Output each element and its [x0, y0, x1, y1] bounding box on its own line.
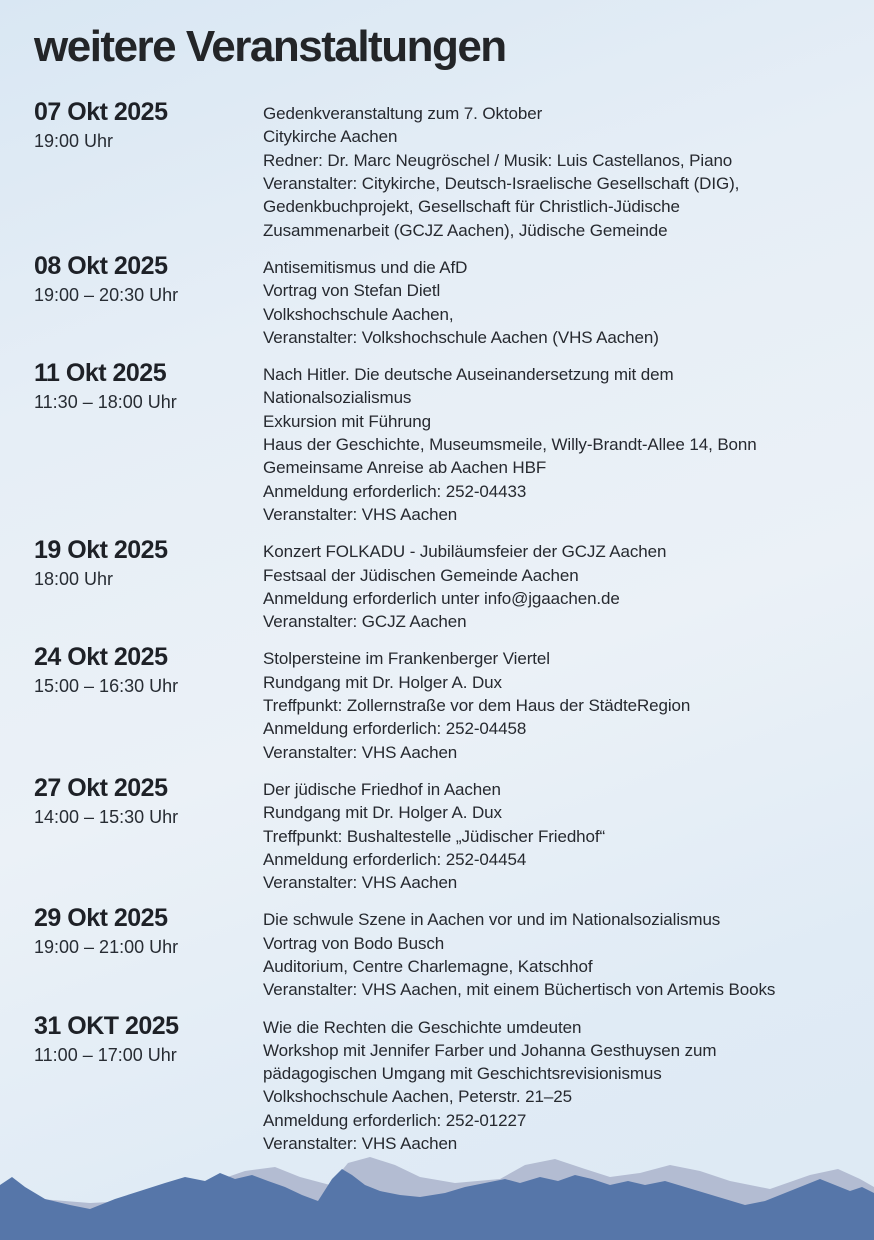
event-detail-line: Vortrag von Bodo Busch	[263, 933, 445, 953]
event-detail-line: Gedenkbuchprojekt, Gesellschaft für Christlich-Jüdische	[263, 197, 680, 217]
event-details	[263, 102, 840, 242]
event-detail-line: Veranstalter: VHS Aachen	[263, 504, 458, 524]
event-detail-line: Veranstalter: Citykirche, Deutsch-Israelische Gesellschaft (DIG),	[263, 174, 740, 194]
event-date-column	[34, 904, 263, 958]
event-detail-line: Volkshochschule Aachen, Peterstr. 21–25	[263, 1087, 572, 1107]
event-detail-line: Treffpunkt: Zollernstraße vor dem Haus der StädteRegion	[263, 696, 691, 716]
event-detail-line: Veranstalter: VHS Aachen	[263, 742, 458, 762]
event-detail-line: Volkshochschule Aachen,	[263, 304, 454, 324]
event-detail-line: Haus der Geschichte, Museumsmeile, Willy-Brandt-Allee 14, Bonn	[263, 435, 757, 455]
event-time: 19:00 – 21:00 Uhr	[34, 937, 179, 958]
event-block	[34, 904, 840, 1001]
event-date-column	[34, 536, 263, 590]
event-date: 11 Okt 2025	[34, 359, 167, 388]
event-date-column	[34, 98, 263, 152]
event-time: 15:00 – 16:30 Uhr	[34, 676, 179, 697]
event-detail-line: Zusammenarbeit (GCJZ Aachen), Jüdische Gemeinde	[263, 220, 668, 240]
event-block	[34, 1011, 840, 1156]
event-time: 11:30 – 18:00 Uhr	[34, 392, 177, 413]
event-details	[263, 540, 840, 633]
mountain-front-layer	[0, 1169, 874, 1240]
event-date-column	[34, 359, 263, 413]
event-detail-line: Veranstalter: Volkshochschule Aachen (VHS Aachen)	[263, 327, 659, 347]
event-date: 24 Okt 2025	[34, 643, 168, 672]
event-detail-line: Antisemitismus und die AfD	[263, 257, 468, 277]
event-detail-line: Redner: Dr. Marc Neugröschel / Musik: Luis Castellanos, Piano	[263, 150, 733, 170]
event-block	[34, 359, 840, 526]
event-details	[263, 908, 840, 1001]
event-date-column	[34, 773, 263, 828]
event-time: 19:00 – 20:30 Uhr	[34, 284, 179, 305]
event-block	[34, 98, 840, 242]
event-date: 29 Okt 2025	[34, 904, 168, 933]
event-detail-line: Exkursion mit Führung	[263, 411, 431, 431]
event-time: 19:00 Uhr	[34, 131, 114, 152]
event-details	[263, 647, 840, 763]
event-detail-line: Gemeinsame Anreise ab Aachen HBF	[263, 458, 547, 478]
event-date: 31 OKT 2025	[34, 1011, 179, 1040]
event-details	[263, 1016, 840, 1156]
event-detail-line: Der jüdische Friedhof in Aachen	[263, 779, 501, 799]
event-date-column	[34, 643, 263, 697]
event-date-column	[34, 251, 263, 306]
event-detail-line: Nationalsozialismus	[263, 388, 412, 408]
event-date: 07 Okt 2025	[34, 98, 168, 127]
event-detail-line: Auditorium, Centre Charlemagne, Katschhof	[263, 956, 593, 976]
event-detail-line: Nach Hitler. Die deutsche Auseinandersetzung mit dem	[263, 365, 674, 385]
event-time: 14:00 – 15:30 Uhr	[34, 806, 179, 827]
event-date: 27 Okt 2025	[34, 773, 168, 802]
event-detail-line: Anmeldung erforderlich: 252-04433	[263, 481, 527, 501]
event-block	[34, 536, 840, 633]
event-detail-line: Festsaal der Jüdischen Gemeinde Aachen	[263, 565, 579, 585]
event-detail-line: Anmeldung erforderlich: 252-01227	[263, 1110, 527, 1130]
page-title: weitere Veranstaltungen	[34, 22, 506, 71]
event-detail-line: Veranstalter: VHS Aachen, mit einem Büchertisch von Artemis Books	[263, 980, 776, 1000]
event-time: 18:00 Uhr	[34, 569, 114, 590]
event-detail-line: pädagogischen Umgang mit Geschichtsrevisionismus	[263, 1064, 662, 1084]
event-details	[263, 363, 840, 526]
event-detail-line: Vortrag von Stefan Dietl	[263, 281, 441, 301]
event-detail-line: Veranstalter: VHS Aachen	[263, 1134, 458, 1154]
event-detail-line: Rundgang mit Dr. Holger A. Dux	[263, 803, 502, 823]
event-block	[34, 643, 840, 763]
event-detail-line: Veranstalter: GCJZ Aachen	[263, 612, 467, 632]
event-date-column	[34, 1011, 263, 1066]
event-block	[34, 251, 840, 349]
event-detail-line: Anmeldung erforderlich unter info@jgaachen.de	[263, 588, 620, 608]
event-detail-line: Konzert FOLKADU - Jubiläumsfeier der GCJZ Aachen	[263, 542, 667, 562]
event-detail-line: Stolpersteine im Frankenberger Viertel	[263, 649, 550, 669]
event-detail-line: Rundgang mit Dr. Holger A. Dux	[263, 672, 502, 692]
mountain-silhouette	[0, 1145, 874, 1240]
event-detail-line: Workshop mit Jennifer Farber und Johanna Gesthuysen zum	[263, 1040, 717, 1060]
event-detail-line: Die schwule Szene in Aachen vor und im Nationalsozialismus	[263, 910, 721, 930]
event-details	[263, 256, 840, 349]
event-detail-line: Anmeldung erforderlich: 252-04458	[263, 719, 527, 739]
event-detail-line: Citykirche Aachen	[263, 127, 398, 147]
event-block	[34, 773, 840, 894]
event-detail-line: Anmeldung erforderlich: 252-04454	[263, 849, 527, 869]
event-detail-line: Wie die Rechten die Geschichte umdeuten	[263, 1017, 582, 1037]
event-details	[263, 778, 840, 894]
event-date: 08 Okt 2025	[34, 251, 168, 280]
event-detail-line: Gedenkveranstaltung zum 7. Oktober	[263, 104, 543, 124]
event-detail-line: Treffpunkt: Bushaltestelle „Jüdischer Friedhof“	[263, 826, 606, 846]
event-time: 11:00 – 17:00 Uhr	[34, 1044, 177, 1065]
event-date: 19 Okt 2025	[34, 536, 168, 565]
event-detail-line: Veranstalter: VHS Aachen	[263, 873, 458, 893]
